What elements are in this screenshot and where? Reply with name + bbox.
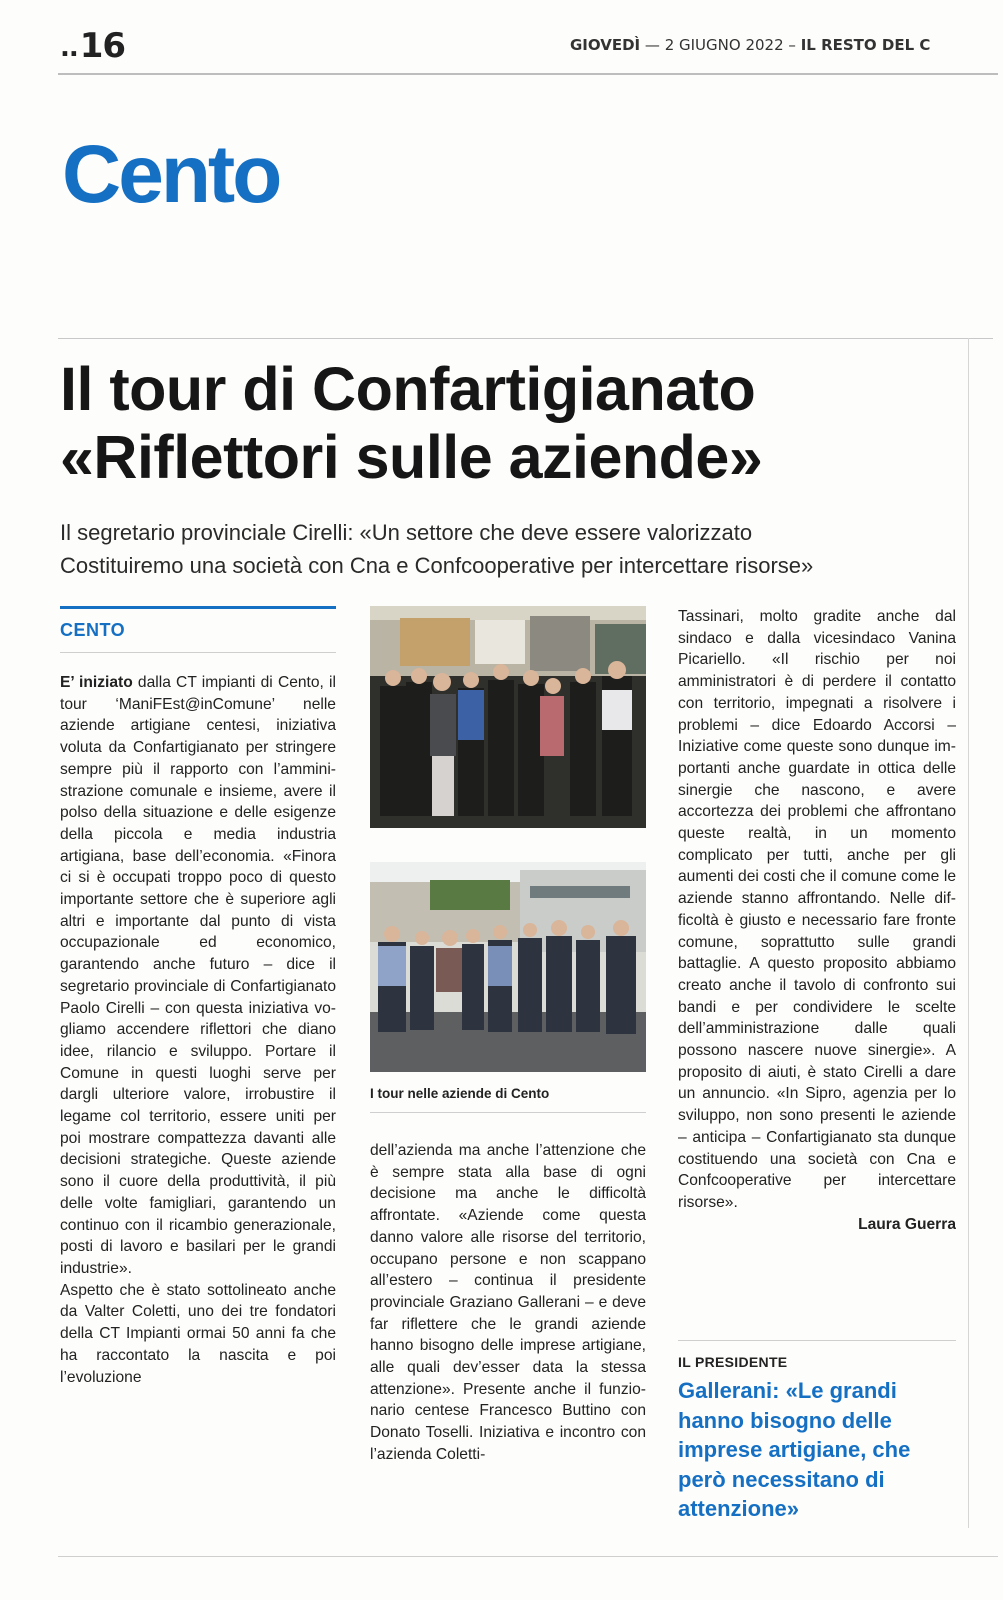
headline-line-2: «Riflettori sulle aziende» — [60, 423, 763, 491]
byline: Laura Guerra — [858, 1215, 956, 1233]
paragraph: Tassinari, molto gradite anche dal sindaco e dalla vicesindaco Vanina Picariello. «Il rischio per noi amministratori è di perdere il contatto con territorio, impegnati a risolvere i problemi – dice Edoardo Accorsi – Iniziative come queste sono dunque importanti anche guardate in ottica delle sinergie che nascono, e avere accortezza dei problemi che affrontano queste realtà, in un momento complicato per tutti, anche per gli aumenti dei costi che il comune come le aziende stanno affrontando. Nelle difficoltà è giusto e necessario fare fronte comune, soprattutto sulle grandi battaglie. A questo proposito abbiamo creato anche il tavolo di confronto sui bandi e per condividere le scelte dell’amministrazione dalle quali possono nascere nuove sinergie». A proposito di aiuti, è stato Cirelli a dare un annuncio. «In Sipro, agenzia per lo sviluppo, non sono presenti le aziende – anticipa – Confartigianato sta dunque costituendo una società con Cna e Confcooperative per intercettare risorse». — [678, 608, 956, 1211]
article-column-2 — [370, 1140, 646, 1528]
dateline-dash: – — [788, 36, 796, 54]
group-photo-indoor — [370, 606, 646, 828]
dateline-dash: — — [644, 36, 660, 54]
group-photo-outdoor — [370, 862, 646, 1072]
paragraph: dell’azienda ma anche l’attenzione che è sempre stata alla base di ogni decisione ma anche le difficoltà affrontate. «Aziende come questa danno valore alle risorse del territorio, occupano persone e non scappano all’estero – continua il presidente provinciale Graziano Gallerani – e deve far riflettere che le grandi aziende hanno bisogno delle imprese artigiane, alle quali dev’esser data la stessa attenzione». Presente anche il funzionario centese Francesco Buttino con Donato Toselli. Iniziativa e incontro con l’azienda Coletti- — [370, 1142, 646, 1463]
photo-caption: I tour nelle aziende di Cento — [370, 1086, 550, 1101]
paragraph — [60, 672, 336, 1280]
article-subheadline — [60, 516, 965, 582]
article-column-3 — [678, 606, 956, 1326]
header-divider — [58, 73, 998, 75]
sidebar-title: Gallerani: «Le grandi hanno bisogno delle imprese artigiane, che però necessitano di attenzione» — [678, 1378, 911, 1521]
footer-divider — [58, 1556, 998, 1557]
paragraph-text: dalla CT impianti di Cento, il tour ‘ManiFEst@inComune’ nelle aziende artigiane centesi, iniziativa voluta da Confartigianato per stringere sempre più il rapporto con l’amministrazione comunale e insieme, avere il polso della situazione e delle esigenze della piccola e media industria artigiana, base dell’economia. «Finora ci si è occupati troppo poco di questo importante settore che è superiore agli altri e importante dal punto di vista occupazionale ed economico, garantendo anche futuro – dice il segretario provinciale di Confartigianato Paolo Cirelli – con questa iniziativa vogliamo accendere riflettori che diano idee, rilancio e sviluppo. Portare il Comune in questi luoghi serve per dargli ulteriore valore, irrobustire il legame col territorio, essere uniti per poi mostrare compattezza davanti alle decisioni strategiche. Queste aziende sono il cuore della produttività, il più delle volte famigliari, garantendo un continuo con il ricambio generazionale, posti di lavoro e basilari per le grandi industrie». — [60, 674, 336, 1277]
sidebar-kicker: IL PRESIDENTE — [678, 1354, 788, 1370]
article-kicker: CENTO — [60, 620, 126, 640]
article-column-1 — [60, 672, 336, 1527]
dateline — [570, 36, 930, 54]
paragraph: Aspetto che è stato sottolineato anche da Valter Coletti, uno dei tre fondatori della CT Impianti ormai 50 anni fa che ha raccontato la nascita e poi l’evoluzione — [60, 1281, 336, 1386]
kicker-divider — [60, 652, 336, 653]
weekday: GIOVEDÌ — [570, 36, 641, 54]
lead-in: E’ iniziato — [60, 674, 133, 691]
subhead-line-2: Costituiremo una società con Cna e Confcooperative per intercettare risorse» — [60, 553, 814, 578]
sidebar-divider — [678, 1340, 956, 1341]
kicker-bar — [60, 606, 336, 609]
section-title: Cento — [62, 129, 280, 220]
subhead-line-1: Il segretario provinciale Cirelli: «Un settore che deve essere valorizzato — [60, 520, 753, 545]
article-headline — [60, 355, 965, 491]
page-number: ..16 — [60, 26, 126, 66]
column-rule — [968, 338, 969, 1528]
headline-line-1: Il tour di Confartigianato — [60, 355, 756, 423]
issue-date: 2 GIUGNO 2022 — [664, 36, 784, 54]
photo-graphic — [370, 606, 646, 828]
headline-divider — [58, 338, 993, 339]
caption-divider — [370, 1112, 646, 1113]
newspaper-name: IL RESTO DEL C — [800, 36, 931, 54]
photo-graphic — [370, 862, 646, 1072]
